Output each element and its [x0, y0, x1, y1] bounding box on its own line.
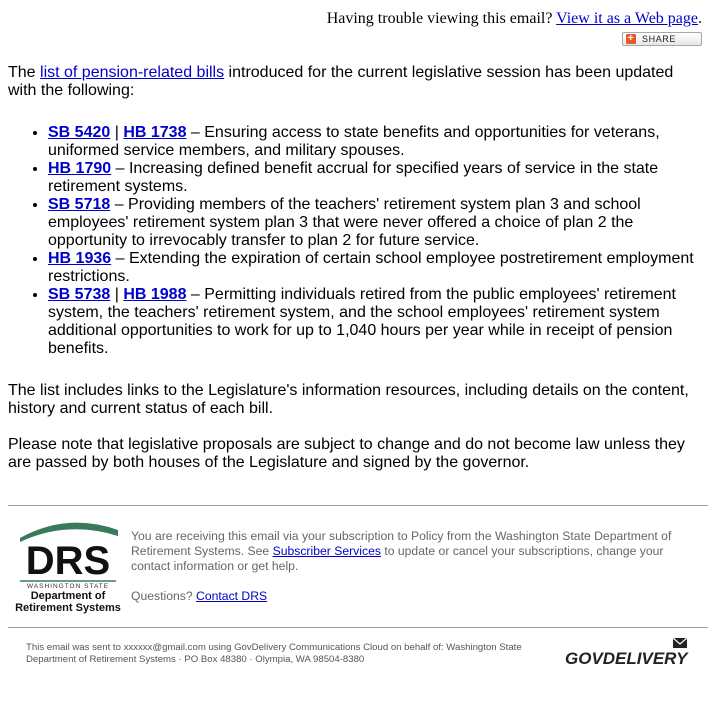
bill-link-hb1988[interactable]: HB 1988: [123, 286, 187, 303]
subscription-text-after: to update or cancel your subscriptions, change your contact information or get help.: [131, 544, 664, 573]
govdelivery-brand: GOVDELIVERY: [565, 649, 688, 668]
info-resources-paragraph: The list includes links to the Legislature's information resources, including details on the content, history and current status of each bill.: [8, 382, 689, 417]
subscription-notice: [131, 529, 701, 604]
bill-link-hb1738[interactable]: HB 1738: [123, 124, 187, 141]
share-label: SHARE: [642, 34, 677, 44]
legislative-note-paragraph: Please note that legislative proposals are subject to change and do not become law unless they are passed by both houses of the Legislature and signed by the governor.: [8, 436, 685, 471]
list-item: [48, 196, 700, 250]
govdelivery-logo[interactable]: [563, 636, 693, 670]
bill-separator: |: [110, 286, 124, 303]
drs-logo: [12, 518, 124, 618]
contact-drs-link[interactable]: Contact DRS: [196, 589, 268, 603]
footer-divider: [8, 505, 708, 506]
list-item: [48, 160, 700, 196]
bill-description: – Increasing defined benefit accrual for specified years of service in the state retirement systems.: [48, 160, 659, 195]
delivery-notice: This email was sent to xxxxxx@gmail.com using GovDelivery Communications Cloud on behalf of: Washington State Department of Retirement Systems · PO Box 48380 · Olympia, WA 98504-8380: [26, 642, 522, 665]
envelope-icon: [673, 638, 687, 648]
bill-description: – Providing members of the teachers' retirement system plan 3 and school employees' retirement system plan 3 that were never offered a choice of plan 2 the opportunity to irrevocably transfer to plan 2 for future service.: [48, 196, 641, 249]
subscription-text-before: You are receiving this email via your subscription to Policy from the Washington State Department of Retirement Systems. See: [131, 529, 672, 558]
pension-bills-list-link[interactable]: list of pension-related bills: [40, 64, 225, 81]
bill-description: – Extending the expiration of certain school employee postretirement employment restrictions.: [48, 250, 694, 285]
logo-state: WASHINGTON STATE: [26, 583, 110, 590]
period-text: .: [698, 10, 702, 27]
list-item: [48, 124, 700, 160]
list-item: [48, 286, 700, 358]
email-header-bar: [327, 10, 702, 46]
questions-text: Questions?: [131, 589, 197, 603]
subscriber-services-link[interactable]: Subscriber Services: [272, 544, 381, 558]
bill-separator: |: [110, 124, 124, 141]
view-web-page-link[interactable]: View it as a Web page: [556, 10, 698, 27]
trouble-viewing-text: Having trouble viewing this email?: [326, 10, 557, 27]
list-item: [48, 250, 700, 286]
bill-list: [8, 124, 700, 358]
intro-text-after: introduced for the current legislative session has been updated with the following:: [8, 64, 674, 99]
share-button[interactable]: [622, 32, 702, 46]
bill-link-hb1936[interactable]: HB 1936: [48, 250, 112, 267]
intro-text-before: The: [8, 64, 41, 81]
bill-link-sb5738[interactable]: SB 5738: [48, 286, 111, 303]
logo-line1: Department of: [30, 590, 106, 602]
bill-description: – Ensuring access to state benefits and opportunities for veterans, uniformed service members, and military spouses.: [48, 124, 660, 159]
bill-link-sb5420[interactable]: SB 5420: [48, 124, 111, 141]
share-plus-icon: +: [627, 33, 635, 44]
bill-link-hb1790[interactable]: HB 1790: [48, 160, 112, 177]
logo-line2: Retirement Systems: [15, 602, 121, 614]
logo-letters: DRS: [25, 539, 111, 583]
bill-description: – Permitting individuals retired from the public employees' retirement system, the teachers' retirement system, and the school employees' retirement system additional opportunities to work for up to 1,040 hours per year while in receipt of pension benefits.: [48, 286, 676, 357]
bill-link-sb5718[interactable]: SB 5718: [48, 196, 111, 213]
bottom-divider: [8, 627, 708, 628]
intro-paragraph: [8, 64, 700, 100]
email-body: [8, 64, 700, 472]
